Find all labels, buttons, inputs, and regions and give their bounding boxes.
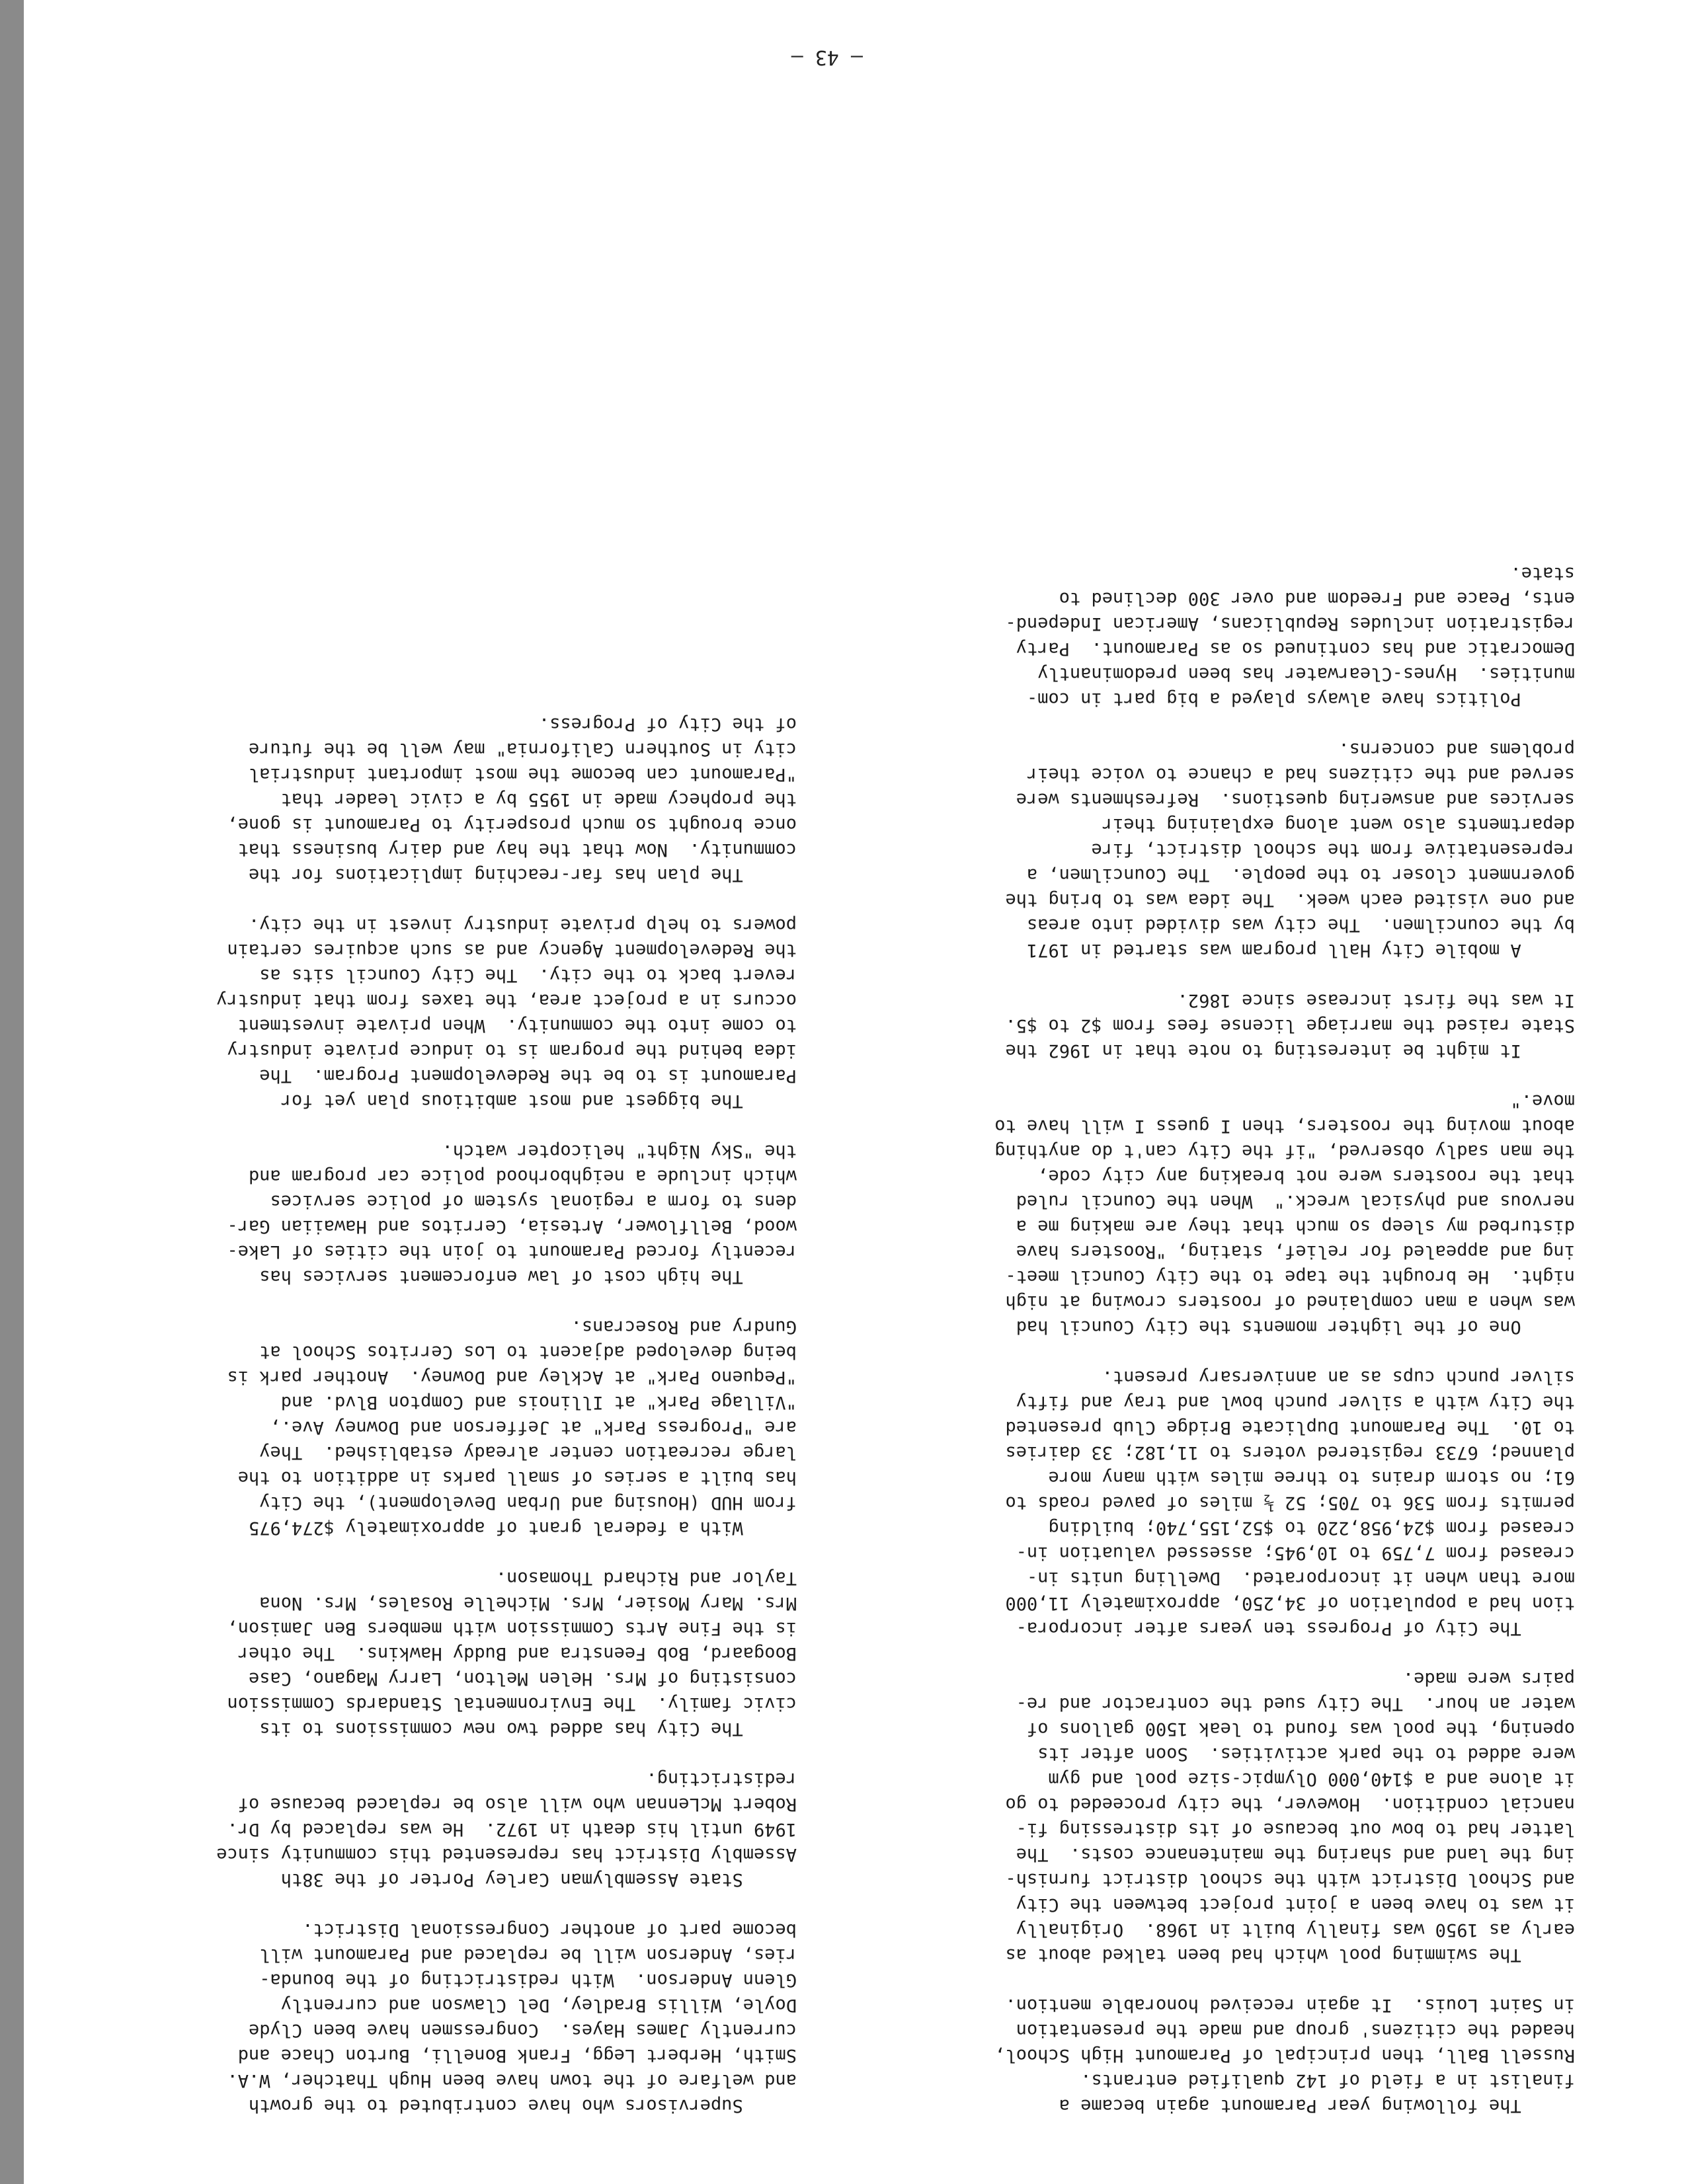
paragraph: Politics have always played a big part in com- munities. Hynes-Clearwater has been predominantly Democratic and has continued so as Paramount. Party registration includes Republicans, American Independ- ents, Peace and Freedom and over 300 declined to state.	[1005, 563, 1575, 709]
paragraph: One of the lighter moments the City Council had was when a man complained of roosters crowing at nigh night. He brought the tape to the City Council meet- ing and appealed for relief, stating, "Roosters have disturbed my sleep so much that they are making me a nervous and physical wreck." When the Council ruled that the roosters were not breaking any city code, the man sadly observed, "if the City can't do anything about moving the roosters, then I guess I will have to move."	[994, 1091, 1575, 1337]
paragraph: The following year Paramount again became a finalist in a field of 142 qualified entrants. Russell Ball, then principal of Paramount High School, headed the citizens' group and made the presentation in Saint Louis. It again received honorable mention.	[994, 1995, 1575, 2116]
page-edge-strip	[0, 0, 24, 2184]
paragraph: The biggest and most ambitious plan yet for Paramount is to be the Redevelopment Program. The idea behind the program is to induce private industry to come into the community. When private investment occurs in a project area, the taxes from that industry revert back to the city. The City Council sits as the Redevelopment Agency and as such acquires certain powers to help private industry invest in the city.	[216, 915, 797, 1111]
paragraph: The high cost of law enforcement services has recently forced Paramount to join the cities of Lake- wood, Bellflower, Artesia, Cerritos and Hawaiian Gar- dens to form a regional system of police services which include a neighborhood police car program and the "Sky Night" helicopter watch.	[227, 1141, 797, 1287]
paragraph: The swimming pool which had been talked about as early as 1950 was finally built in 1968. Originally it was to have been a joint project between the City and School District with the school district furnish- ing the land and sharing the maintenance costs. The latter had to bow out because of its distressing fi- nancial condition. However, the city proceeded to go it alone and a $140,000 Olympic-size pool and gym were added to the park activities. Soon after its opening, the pool was found to leak 1500 gallons of water an hour. The City sued the contractor and re- pairs were made.	[1005, 1668, 1575, 1965]
page-number: — 43 —	[791, 46, 863, 69]
paragraph: With a federal grant of approximately $274,975 from HUD (Housing and Urban Development), the City has built a series of small parks in addition to the large recreation center already established. They are "Progress Park" at Jefferson and Downey Ave., "Village Park" at Illinois and Compton Blvd. and "Pequeno Park" at Ackley and Downey. Another park is being developed adjacent to Los Cerritos School at Gundry and Rosecrans.	[227, 1317, 797, 1538]
paragraph: It might be interesting to note that in 1962 the State raised the marriage license fees from $2 to $5. It was the first increase since 1862.	[1005, 990, 1575, 1061]
right-column	[63, 686, 797, 2118]
paragraph: State Assemblyman Carley Porter of the 38th Assembly District has represented this community since 1949 until his death in 1972. He was replaced by Dr. Robert McLennan who will also be replaced because of redistricting.	[216, 1769, 797, 1890]
paragraph: The City has added two new commissions to its civic family. The Environmental Standards Commission consisting of Mrs. Helen Melton, Larry Magano, Case Boogaard, Bob Feenstra and Buddy Hawkins. The other is the Fine Arts Commission with members Ben Jamison, Mrs. Mary Mosier, Mrs. Michelle Rosales, Mrs. Nona Taylor and Richard Thomason.	[227, 1568, 797, 1739]
left-column	[841, 535, 1575, 2118]
paragraph: Supervisors who have contributed to the growth and welfare of the town have been Hugh Thatcher, W.A. Smith, Herbert Legg, Frank Bonelli, Burton Chace and currently James Hayes. Congressmen have been Clyde Doyle, Willis Bradley, Del Clawson and currently Glenn Anderson. With redistricting of the bounda- ries, Anderson will be replaced and Paramount will become part of another Congressional District.	[227, 1920, 797, 2116]
paragraph: The plan has far-reaching implications for the community. Now that the hay and dairy business that once brought so much prosperity to Paramount is gone, the prophecy made in 1955 by a civic leader that "Paramount can become the most important industrial city in Southern California" may well be the future of the City of Progress.	[227, 714, 797, 885]
paragraph: The City of Progress ten years after incorpora- tion had a population of 34,250, approximately 11,000 more than when it incorporated. Dwelling units in- creased from 7,759 to 10,945; assessed valuation in- creased from $24,958,220 to $52,155,740; building permits from 536 to 705; 52 ½ miles of paved roads to 61; no storm drains to three miles with many more planned; 6733 registered voters to 11,182; 33 dairies to 10. The Paramount Duplicate Bridge Club presented the City with a silver punch bowl and tray and fifty silver punch cups as an anniversary present.	[1005, 1367, 1575, 1639]
paragraph: A mobile City Hall program was started in 1971 by the councilmen. The city was divided into areas and one visited each week. The idea was to bring the government closer to the people. The Councilmen, a representative from the school district, fire departments also went along explaining their services and answering questions. Refreshments were served and the citizens had a chance to voice their problems and concerns.	[1005, 739, 1575, 960]
